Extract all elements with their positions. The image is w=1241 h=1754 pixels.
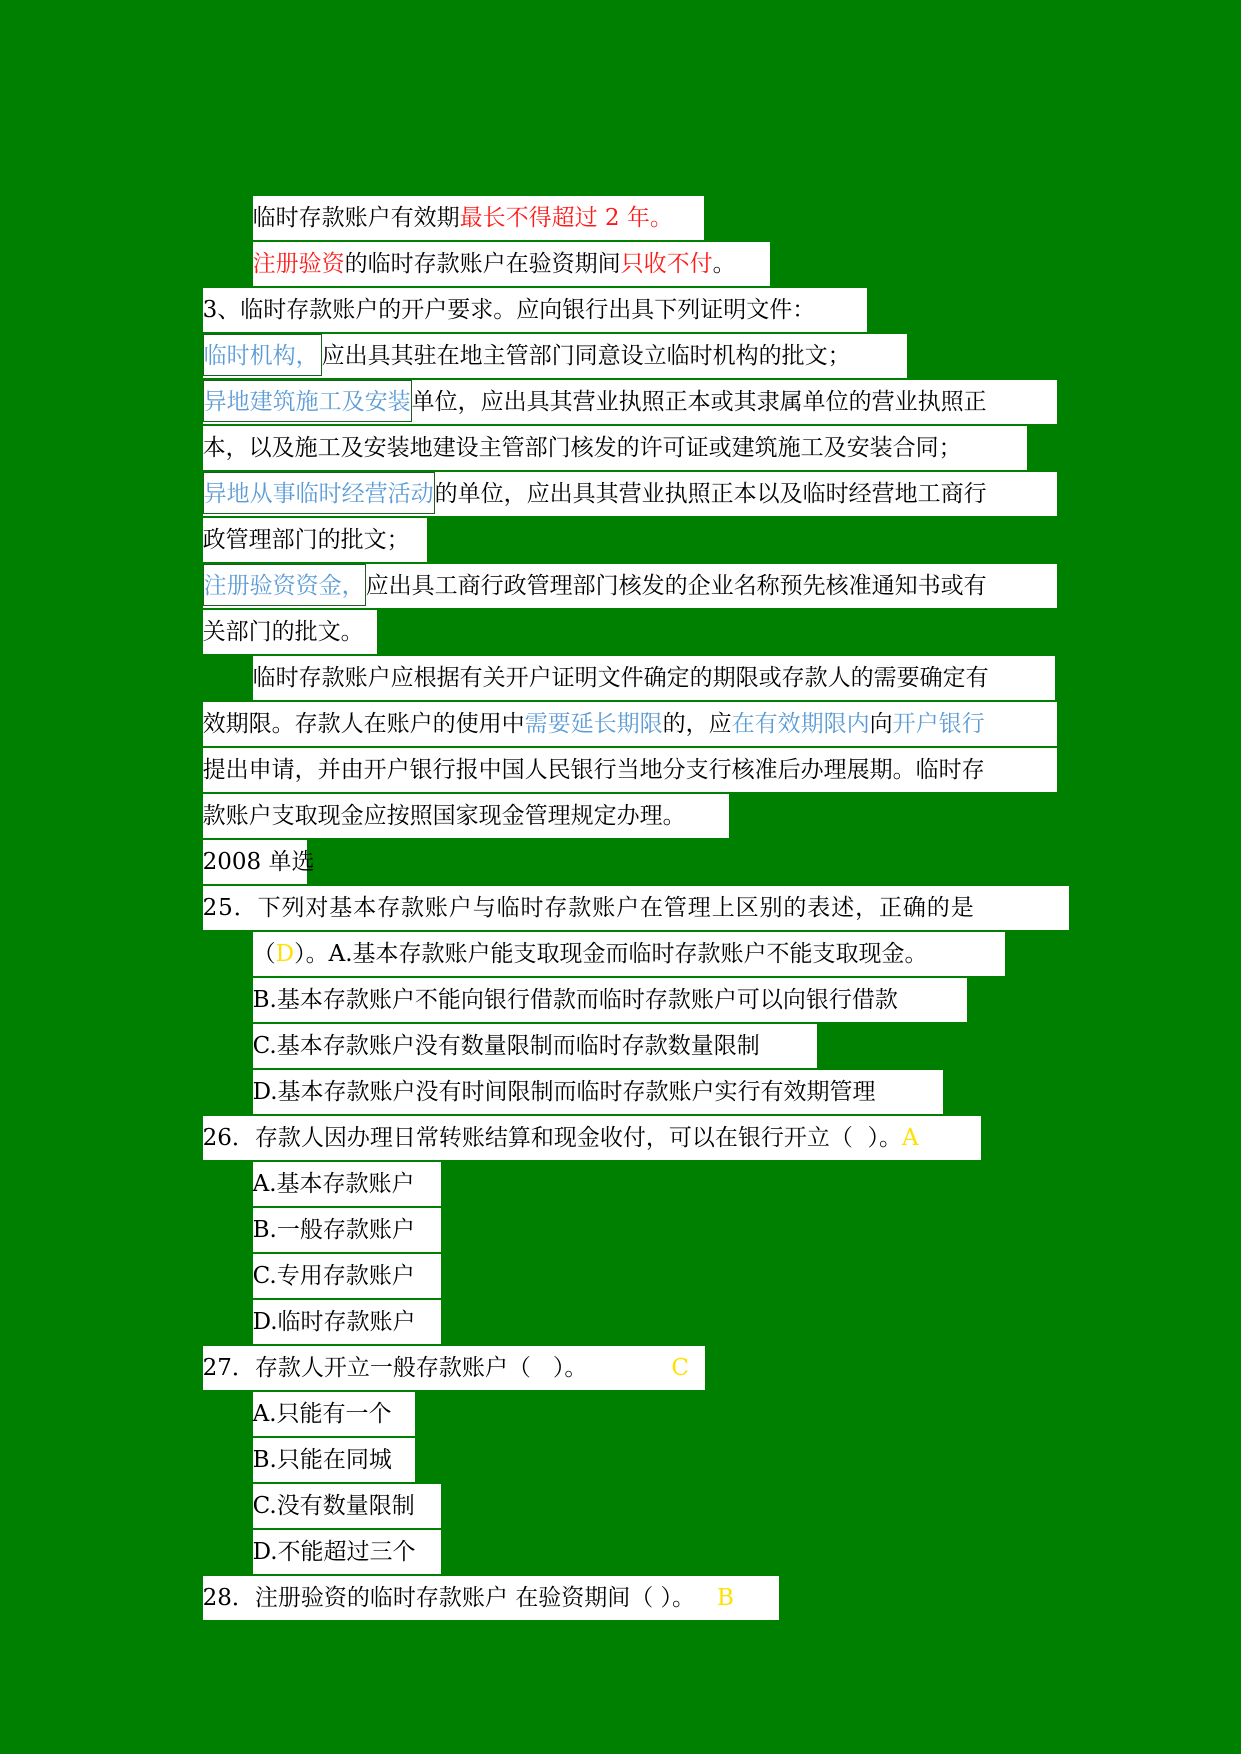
text: 临时存款账户有效期 [252, 205, 460, 231]
line-9 [188, 520, 1057, 599]
question-26-option-b [238, 1164, 441, 1243]
line-7 [188, 428, 1057, 507]
line-3 [188, 244, 867, 323]
text: C.没有数量限制 [253, 1484, 441, 1528]
text: 的，应 [662, 711, 732, 737]
question-26-stem [188, 1072, 981, 1151]
text: B.只能在同城 [253, 1438, 415, 1482]
question-26-option-a [238, 1118, 441, 1197]
text: 的单位，应出具其营业执照正本以及临时经营地工商行 [434, 481, 987, 507]
line-6 [188, 382, 1027, 461]
text: A.只能有一个 [253, 1392, 415, 1436]
highlight-red-text: 只收不付 [620, 251, 713, 277]
question-25-option-d [238, 1026, 943, 1105]
highlight-blue-text: 需要延长期限 [524, 711, 663, 737]
text: 应出具其驻在地主管部门同意设立临时机构的批文； [321, 343, 851, 369]
text: B.基本存款账户不能向银行借款而临时存款账户可以向银行借款 [253, 978, 967, 1022]
text: 单位，应出具其营业执照正本或其隶属单位的营业执照正 [411, 389, 987, 415]
text: 。 [712, 251, 736, 277]
line-12 [188, 658, 1057, 737]
boxed-blue-term: 临时机构， [203, 334, 322, 376]
question-27-option-d [238, 1486, 441, 1565]
line-4 [188, 290, 907, 369]
highlight-red-text: 最长不得超过 2 年。 [459, 205, 673, 231]
text: （ [252, 941, 276, 967]
text: B.一般存款账户 [253, 1208, 441, 1252]
text: C.基本存款账户没有数量限制而临时存款数量限制 [253, 1024, 817, 1068]
question-27-stem [188, 1302, 705, 1381]
text: 提出申请，并由开户银行报中国人民银行当地分支行核准后办理展期。临时存 [203, 748, 1057, 792]
text: 的临时存款账户在验资期间 [344, 251, 621, 277]
text: D.不能超过三个 [253, 1530, 441, 1574]
line-13 [188, 704, 1057, 783]
line-14 [188, 750, 729, 829]
highlight-blue-text: 在有效期限内 [731, 711, 870, 737]
answer-mark: D [275, 941, 295, 967]
text-block [203, 1576, 779, 1620]
text: ）。A.基本存款账户能支取现金而临时存款账户不能支取现金。 [294, 941, 928, 967]
question-25-option-b [238, 934, 967, 1013]
section-label: 2008 单选 [203, 840, 307, 884]
text: C.专用存款账户 [253, 1254, 441, 1298]
text: A.基本存款账户 [253, 1162, 441, 1206]
text: D.临时存款账户 [253, 1300, 441, 1344]
question-28-stem [188, 1532, 779, 1611]
text: 本，以及施工及安装地建设主管部门核发的许可证或建筑施工及安装合同； [203, 426, 1027, 470]
line-8 [188, 474, 427, 553]
text: 款账户支取现金应按照国家现金管理规定办理。 [203, 794, 729, 838]
question-27-option-b [238, 1394, 415, 1473]
answer-mark: C [671, 1355, 689, 1381]
answer-mark: B [717, 1585, 734, 1611]
question-26-option-d [238, 1256, 441, 1335]
answer-mark: A [902, 1125, 919, 1151]
question-26-option-c [238, 1210, 441, 1289]
highlight-red-text: 注册验资 [252, 251, 345, 277]
question-27-option-a [238, 1348, 415, 1427]
boxed-blue-term: 异地建筑施工及安装 [203, 380, 412, 422]
text: 关部门的批文。 [203, 610, 377, 654]
text: 临时存款账户应根据有关开户证明文件确定的期限或存款人的需要确定有 [253, 656, 1055, 700]
line-11 [238, 612, 1055, 691]
line-2 [238, 198, 770, 277]
text: 27．存款人开立一般存款账户（ ）。 [202, 1355, 588, 1381]
line-1 [238, 152, 704, 231]
question-25-option-c [238, 980, 817, 1059]
highlight-blue-text: 开户银行 [892, 711, 985, 737]
text: 26．存款人因办理日常转账结算和现金收付，可以在银行开立（ ）。 [202, 1125, 903, 1151]
text: 效期限。存款人在账户的使用中 [202, 711, 525, 737]
text: D.基本存款账户没有时间限制而临时存款账户实行有效期管理 [253, 1070, 943, 1114]
text: 28．注册验资的临时存款账户 在验资期间（ ）。 [202, 1585, 696, 1611]
text: 政管理部门的批文； [203, 518, 427, 562]
text: 向 [869, 711, 893, 737]
line-15 [188, 796, 315, 875]
question-25-stem [188, 842, 1069, 921]
boxed-blue-term: 异地从事临时经营活动 [203, 472, 435, 514]
text: 25．下列对基本存款账户与临时存款账户在管理上区别的表述，正确的是 [203, 886, 1069, 930]
question-25-line-2 [238, 888, 1005, 967]
line-10 [188, 566, 377, 645]
text: 应出具工商行政管理部门核发的企业名称预先核准通知书或有 [365, 573, 987, 599]
boxed-blue-term: 注册验资资金， [203, 564, 366, 606]
question-27-option-c [238, 1440, 441, 1519]
line-5 [188, 336, 1057, 415]
text: 3、临时存款账户的开户要求。应向银行出具下列证明文件： [203, 288, 867, 332]
